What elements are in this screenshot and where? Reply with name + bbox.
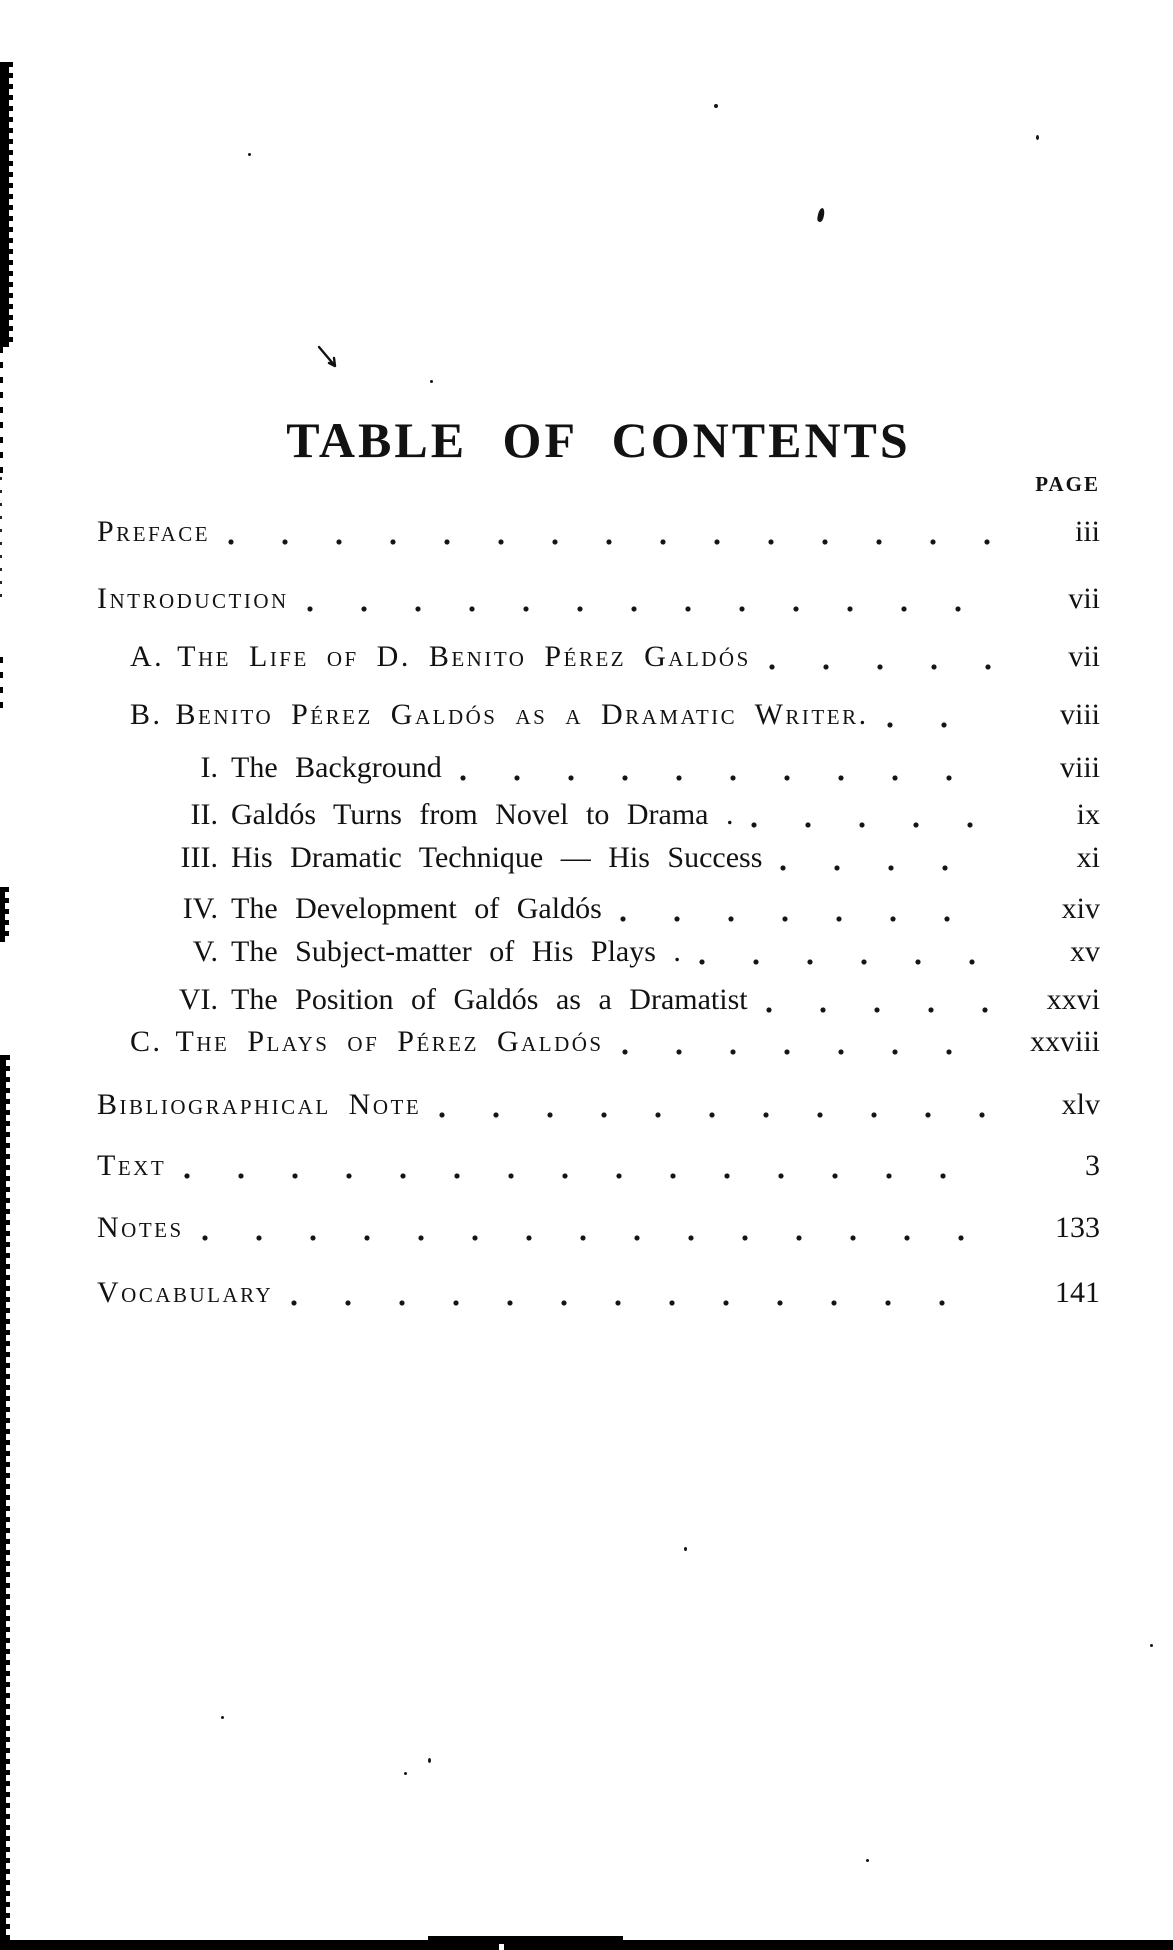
binding-edge-artifact bbox=[0, 1055, 6, 1950]
toc-entry-label: The Background bbox=[231, 751, 442, 784]
binding-edge-artifact bbox=[0, 477, 2, 602]
toc-entry-prefix: IV. bbox=[182, 892, 218, 925]
dot-leader bbox=[307, 606, 992, 612]
toc-entry-label: Text bbox=[97, 1149, 167, 1182]
ink-speck bbox=[684, 1547, 687, 1551]
binding-edge-artifact bbox=[0, 62, 9, 347]
scan-bottom-bar-gap bbox=[499, 1944, 504, 1950]
binding-edge-artifact bbox=[0, 887, 5, 942]
page-title: TABLE OF CONTENTS bbox=[286, 412, 911, 468]
toc-entry-page: iii bbox=[1074, 515, 1100, 548]
scan-bottom-bar-artifact bbox=[428, 1936, 623, 1942]
toc-entry-label: The Subject-matter of His Plays . bbox=[231, 935, 681, 968]
toc-rows bbox=[97, 515, 1100, 1310]
toc-entry-prefix: II. bbox=[190, 798, 218, 831]
toc-entry bbox=[97, 640, 1100, 674]
toc-entry bbox=[97, 1211, 1100, 1245]
table-of-contents bbox=[97, 412, 1100, 1310]
toc-entry-page: vii bbox=[1068, 582, 1100, 615]
toc-entry bbox=[97, 751, 1100, 785]
dot-leader bbox=[769, 664, 992, 670]
toc-entry bbox=[97, 1149, 1100, 1183]
binding-edge-artifact bbox=[0, 657, 3, 715]
binding-edge-artifact bbox=[0, 347, 3, 477]
dot-leader bbox=[439, 1112, 992, 1118]
toc-entry bbox=[97, 798, 1100, 832]
toc-entry-label: Vocabulary bbox=[97, 1276, 274, 1309]
toc-entry-page: xlv bbox=[1061, 1088, 1100, 1121]
ink-speck bbox=[866, 1859, 869, 1862]
toc-entry-page: xxvi bbox=[1046, 983, 1100, 1016]
toc-entry-label: His Dramatic Technique — His Success bbox=[231, 841, 763, 874]
toc-entry-label: The Position of Galdós as a Dramatist bbox=[231, 983, 748, 1016]
toc-entry-prefix: A. bbox=[130, 640, 165, 673]
dot-leader bbox=[291, 1300, 992, 1306]
dot-leader bbox=[620, 916, 992, 922]
toc-entry-page: xxviii bbox=[1029, 1025, 1100, 1058]
ink-speck bbox=[1150, 1644, 1153, 1647]
toc-entry-label: Preface bbox=[97, 515, 211, 548]
dot-leader bbox=[699, 959, 992, 965]
ink-speck bbox=[430, 380, 433, 383]
ink-speck bbox=[248, 153, 251, 156]
toc-entry bbox=[97, 935, 1100, 969]
dot-leader bbox=[184, 1173, 992, 1179]
toc-entry-label: The Life of D. Benito Pérez Galdós bbox=[177, 640, 751, 673]
toc-entry-prefix: C. bbox=[130, 1025, 163, 1058]
ink-comma-mark bbox=[817, 208, 826, 223]
toc-entry-prefix: B. bbox=[130, 698, 163, 731]
toc-entry bbox=[97, 983, 1100, 1017]
toc-entry-label: Introduction bbox=[97, 582, 289, 615]
toc-entry bbox=[97, 582, 1100, 616]
dot-leader bbox=[460, 775, 992, 781]
toc-entry bbox=[97, 892, 1100, 926]
dot-leader bbox=[887, 722, 992, 728]
pen-arrow-mark bbox=[316, 344, 344, 374]
dot-leader bbox=[751, 822, 992, 828]
ink-speck bbox=[404, 1772, 407, 1775]
ink-speck bbox=[221, 1716, 224, 1719]
dot-leader bbox=[766, 1007, 992, 1013]
toc-entry bbox=[97, 1025, 1100, 1059]
toc-entry-prefix: V. bbox=[192, 935, 218, 968]
toc-entry-page: xi bbox=[1076, 841, 1100, 874]
toc-entry bbox=[97, 698, 1100, 732]
toc-entry-page: 141 bbox=[1055, 1276, 1100, 1309]
dot-leader bbox=[780, 865, 992, 871]
ink-speck bbox=[714, 104, 718, 108]
toc-entry-prefix: III. bbox=[180, 841, 218, 874]
toc-entry-page: 3 bbox=[1085, 1149, 1100, 1182]
toc-entry bbox=[97, 515, 1100, 549]
toc-entry-label: Galdós Turns from Novel to Drama . bbox=[231, 798, 734, 831]
toc-entry-label: The Development of Galdós bbox=[231, 892, 602, 925]
toc-entry-page: ix bbox=[1076, 798, 1100, 831]
dot-leader bbox=[202, 1235, 992, 1241]
toc-entry-prefix: VI. bbox=[178, 983, 218, 1016]
toc-entry-page: xiv bbox=[1061, 892, 1100, 925]
ink-speck bbox=[1036, 135, 1039, 140]
toc-entry bbox=[97, 841, 1100, 875]
toc-entry bbox=[97, 1276, 1100, 1310]
toc-entry-page: viii bbox=[1059, 698, 1100, 731]
toc-entry-page: viii bbox=[1059, 751, 1100, 784]
dot-leader bbox=[228, 539, 992, 545]
toc-entry-page: vii bbox=[1068, 640, 1100, 673]
toc-entry bbox=[97, 1088, 1100, 1122]
toc-entry-label: Notes bbox=[97, 1211, 184, 1244]
toc-entry-prefix: I. bbox=[200, 751, 218, 784]
dot-leader bbox=[622, 1049, 992, 1055]
toc-entry-label: Bibliographical Note bbox=[97, 1088, 422, 1121]
toc-entry-page: xv bbox=[1070, 935, 1100, 968]
toc-entry-label: The Plays of Pérez Galdós bbox=[175, 1025, 604, 1058]
page-column-header: PAGE bbox=[1035, 472, 1100, 496]
toc-entry-page: 133 bbox=[1055, 1211, 1100, 1244]
toc-entry-label: Benito Pérez Galdós as a Dramatic Writer. bbox=[175, 698, 869, 731]
ink-speck bbox=[428, 1758, 431, 1763]
